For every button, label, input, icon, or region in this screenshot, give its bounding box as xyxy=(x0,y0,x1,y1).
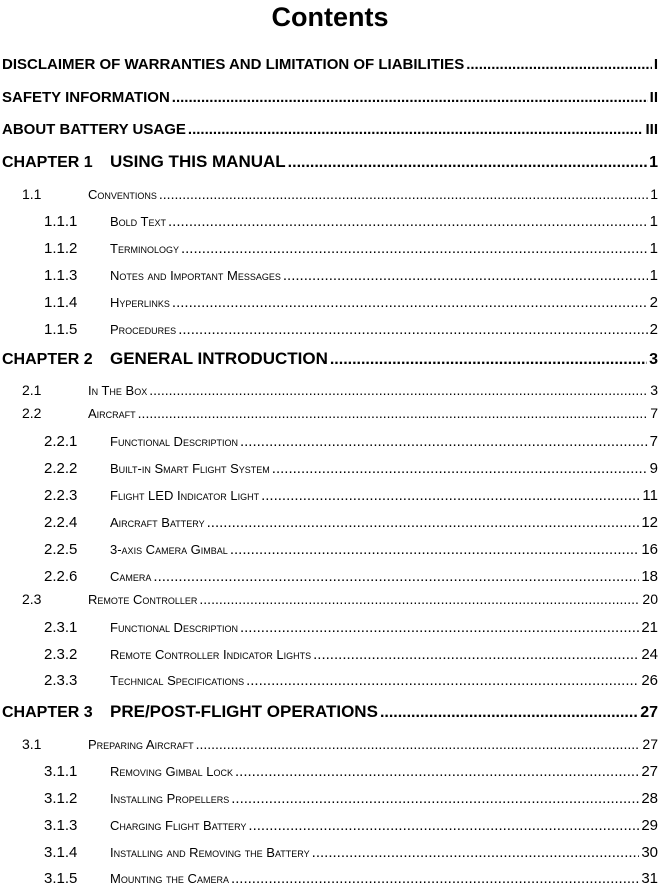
page-title: Contents xyxy=(271,2,389,32)
toc-entry-page: 1 xyxy=(649,154,658,171)
toc-entry-title: Installing and Removing the Battery xyxy=(110,845,310,860)
toc-entry-number: 1.1.1 xyxy=(44,213,78,230)
dot-leader xyxy=(240,619,639,636)
toc-entry-page: 28 xyxy=(641,790,658,807)
toc-entry-number: 3.1.3 xyxy=(44,817,78,834)
toc-entry-title: Hyperlinks xyxy=(110,295,170,310)
toc-entry-title: Functional Description xyxy=(110,434,238,449)
toc-entry-page: 29 xyxy=(641,817,658,834)
toc-entry-page: 27 xyxy=(641,763,658,780)
toc-entry-title: Functional Description xyxy=(110,620,238,635)
toc-entry[interactable] xyxy=(44,213,658,230)
toc-entry-page: III xyxy=(645,121,658,138)
toc-entry-number: 3.1 xyxy=(22,736,42,752)
toc-entry-number: 2.2.4 xyxy=(44,514,78,531)
toc-entry-page: 16 xyxy=(641,541,658,558)
toc-entry-number: 2.2.5 xyxy=(44,541,78,558)
toc-entry[interactable] xyxy=(22,736,658,752)
toc-entry-page: 24 xyxy=(641,646,658,663)
dot-leader xyxy=(196,736,641,752)
toc-entry-page: 12 xyxy=(641,514,658,531)
dot-leader xyxy=(240,433,648,450)
toc-entry[interactable] xyxy=(2,89,658,106)
toc-entry-page: I xyxy=(653,56,658,73)
dot-leader xyxy=(172,89,648,106)
toc-entry[interactable] xyxy=(2,56,658,73)
toc-entry-number: 2.2.1 xyxy=(44,433,78,450)
toc-entry-title: Charging Flight Battery xyxy=(110,818,247,833)
dot-leader xyxy=(466,56,652,73)
toc-entry-page: 18 xyxy=(641,568,658,585)
toc-entry[interactable] xyxy=(2,152,658,172)
toc-entry[interactable] xyxy=(44,763,658,780)
toc-entry-page: 3 xyxy=(650,382,658,398)
toc-entry[interactable] xyxy=(22,382,658,398)
dot-leader xyxy=(181,240,648,257)
toc-entry-title: ABOUT BATTERY USAGE xyxy=(2,121,186,138)
toc-entry-page: 1 xyxy=(649,267,658,284)
dot-leader xyxy=(313,646,639,663)
toc-entry[interactable] xyxy=(44,672,658,689)
toc-entry[interactable] xyxy=(44,619,658,636)
toc-entry[interactable] xyxy=(22,591,658,607)
toc-entry-page: 1 xyxy=(649,240,658,257)
toc-entry-number: CHAPTER 3 xyxy=(2,704,93,721)
toc-entry-number: 3.1.1 xyxy=(44,763,78,780)
toc-entry[interactable] xyxy=(2,349,658,369)
toc-entry-page: 30 xyxy=(641,844,658,861)
toc-entry-title: In The Box xyxy=(88,383,148,398)
dot-leader xyxy=(312,844,640,861)
toc-entry-title: USING THIS MANUAL xyxy=(110,152,286,171)
toc-entry-number: 3.1.2 xyxy=(44,790,78,807)
toc-entry-title: Conventions xyxy=(88,187,157,202)
toc-entry-page: 11 xyxy=(642,487,658,504)
toc-entry-title: Terminology xyxy=(110,241,179,256)
toc-entry-title: Preparing Aircraft xyxy=(88,737,194,752)
toc-entry[interactable] xyxy=(2,121,658,138)
toc-entry[interactable] xyxy=(44,541,658,558)
toc-entry-page: 27 xyxy=(642,736,658,752)
toc-entry-title: PRE/POST-FLIGHT OPERATIONS xyxy=(110,702,378,721)
dot-leader xyxy=(172,294,648,311)
toc-entry-page: 7 xyxy=(650,405,658,421)
toc-entry-page: 7 xyxy=(649,433,658,450)
dot-leader xyxy=(246,672,639,689)
toc-entry-page: 3 xyxy=(649,351,658,368)
toc-entry-page: 2 xyxy=(649,321,658,338)
toc-entry-title: Aircraft xyxy=(88,406,136,421)
dot-leader xyxy=(231,870,639,887)
toc-entry-page: 2 xyxy=(649,294,658,311)
dot-leader xyxy=(288,154,647,172)
toc-entry-title: Procedures xyxy=(110,322,177,337)
dot-leader xyxy=(168,213,648,230)
toc-entry[interactable] xyxy=(44,844,658,861)
toc-entry[interactable] xyxy=(44,790,658,807)
toc-entry-number: 3.1.5 xyxy=(44,870,78,887)
toc-entry-title: Aircraft Battery xyxy=(110,515,205,530)
toc-entry[interactable] xyxy=(44,294,658,311)
toc-entry-number: CHAPTER 1 xyxy=(2,154,93,171)
dot-leader xyxy=(283,267,648,284)
toc-entry-title: Mounting the Camera xyxy=(110,871,229,886)
toc-entry-title: Remote Controller xyxy=(88,592,198,607)
toc-entry-number: 2.3 xyxy=(22,591,42,607)
toc-entry-title: GENERAL INTRODUCTION xyxy=(110,349,328,368)
toc-entry[interactable] xyxy=(44,267,658,284)
dot-leader xyxy=(235,763,639,780)
dot-leader xyxy=(230,541,640,558)
toc-entry-title: Removing Gimbal Lock xyxy=(110,764,233,779)
toc-entry-title: Technical Specifications xyxy=(110,673,245,688)
toc-entry[interactable] xyxy=(2,702,658,722)
toc-entry-title: SAFETY INFORMATION xyxy=(2,89,170,106)
toc-entry-title: Built-in Smart Flight System xyxy=(110,461,270,476)
toc-entry-number: 2.3.1 xyxy=(44,619,78,636)
dot-leader xyxy=(231,790,639,807)
toc-entry-number: 3.1.4 xyxy=(44,844,78,861)
toc-entry-number: 2.3.3 xyxy=(44,672,78,689)
toc-entry-number: 2.1 xyxy=(22,382,42,398)
toc-entry-number: 1.1.4 xyxy=(44,294,78,311)
toc-entry-number: 1.1.3 xyxy=(44,267,78,284)
dot-leader xyxy=(330,351,647,369)
toc-entry[interactable] xyxy=(44,460,658,477)
toc-entry[interactable] xyxy=(22,405,658,421)
toc-entry-number: 1.1.5 xyxy=(44,321,78,338)
toc-entry[interactable] xyxy=(44,817,658,834)
dot-leader xyxy=(199,591,640,607)
dot-leader xyxy=(159,186,648,202)
toc-entry[interactable] xyxy=(44,487,658,504)
toc-entry-number: CHAPTER 2 xyxy=(2,351,93,368)
toc-entry[interactable] xyxy=(22,186,658,202)
toc-entry-title: Installing Propellers xyxy=(110,791,230,806)
toc-entry-title: Remote Controller Indicator Lights xyxy=(110,647,312,662)
toc-entry-title: Camera xyxy=(110,569,152,584)
toc-entry-number: 1.1 xyxy=(22,186,42,202)
dot-leader xyxy=(188,121,644,138)
toc-entry-number: 2.2 xyxy=(22,405,42,421)
toc-entry[interactable] xyxy=(44,240,658,257)
toc-entry-number: 2.2.2 xyxy=(44,460,78,477)
toc-entry-page: 27 xyxy=(640,704,658,721)
dot-leader xyxy=(149,382,648,398)
toc-entry[interactable] xyxy=(44,646,658,663)
dot-leader xyxy=(153,568,639,585)
dot-leader xyxy=(261,487,640,504)
toc-entry-number: 2.2.6 xyxy=(44,568,78,585)
toc-entry-title: Flight LED Indicator Light xyxy=(110,488,260,503)
toc-entry[interactable] xyxy=(44,870,658,887)
dot-leader xyxy=(272,460,648,477)
dot-leader xyxy=(138,405,649,421)
toc-entry-page: 31 xyxy=(641,870,658,887)
toc-entry-number: 1.1.2 xyxy=(44,240,78,257)
toc-entry-page: 21 xyxy=(641,619,658,636)
dot-leader xyxy=(207,514,640,531)
toc-entry-page: 26 xyxy=(641,672,658,689)
toc-entry-title: Bold Text xyxy=(110,214,166,229)
dot-leader xyxy=(178,321,647,338)
toc-entry-page: 20 xyxy=(642,591,658,607)
dot-leader xyxy=(248,817,639,834)
dot-leader xyxy=(380,704,638,722)
toc-entry-number: 2.3.2 xyxy=(44,646,78,663)
toc-entry[interactable] xyxy=(44,514,658,531)
toc-entry-page: 1 xyxy=(649,213,658,230)
toc-entry-page: 9 xyxy=(649,460,658,477)
toc-entry-title: Notes and Important Messages xyxy=(110,268,281,283)
toc-entry-title: 3-axis Camera Gimbal xyxy=(110,542,228,557)
toc-entry-page: II xyxy=(649,89,658,106)
toc-entry[interactable] xyxy=(44,568,658,585)
toc-entry[interactable] xyxy=(44,433,658,450)
toc-entry-title: DISCLAIMER OF WARRANTIES AND LIMITATION OF LIABILITIES xyxy=(2,56,465,73)
toc-entry[interactable] xyxy=(44,321,658,338)
toc-entry-page: 1 xyxy=(650,186,658,202)
toc-entry-number: 2.2.3 xyxy=(44,487,78,504)
